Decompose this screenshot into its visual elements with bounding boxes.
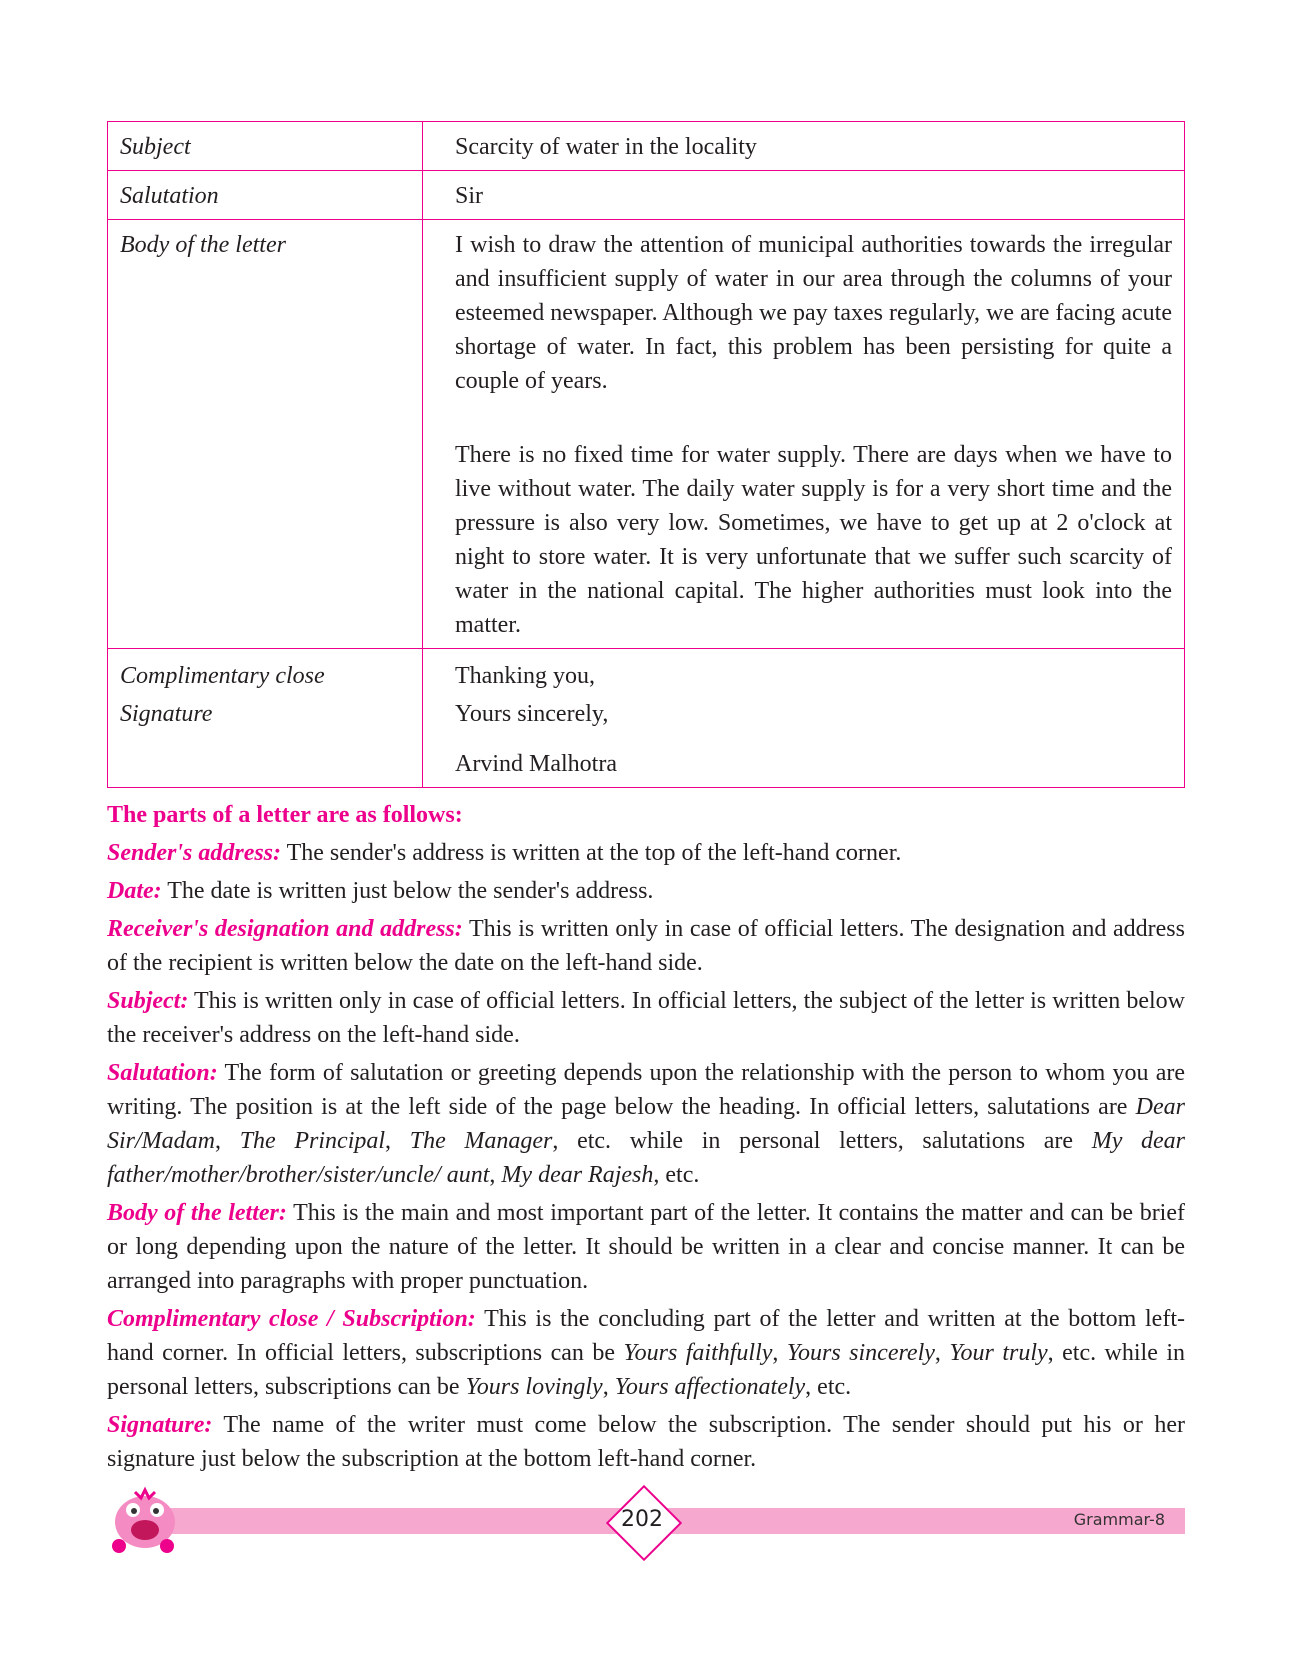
definition: This is written only in case of official letters. In official letters, the subject of the letter is written below the receiver's address on the left-hand side.	[107, 988, 1185, 1048]
table-row	[108, 122, 1185, 171]
text: , etc.	[653, 1162, 700, 1188]
example: Yours faithfully	[623, 1340, 773, 1366]
example: My dear father/mother/brother/sister/uncle/ aunt	[107, 1128, 1186, 1188]
example: My dear Rajesh	[501, 1162, 654, 1188]
example: The Manager	[409, 1128, 553, 1154]
part-salutation	[107, 1056, 1185, 1192]
part-close	[107, 1302, 1185, 1404]
text: ,	[489, 1162, 502, 1188]
part-subject	[107, 984, 1185, 1052]
close-value: Thanking you,	[455, 663, 595, 689]
row-label: Salutation	[108, 171, 423, 220]
term: Salutation:	[107, 1060, 218, 1086]
table-row	[108, 649, 1185, 788]
definition: This is the main and most important part of the letter. It contains the matter and can be brief or long depending upon the nature of the letter. It should be written in a clear and concise manner. It can be arranged into paragraphs with proper punctuation.	[107, 1200, 1185, 1294]
body-paragraph: I wish to draw the attention of municipal authorities towards the irregular and insufficient supply of water in our area through the columns of your esteemed newspaper. Although we pay taxes regularly, we are facing acute shortage of water. In fact, this problem has been persisting for quite a couple of years.	[455, 232, 1172, 394]
text: ,	[772, 1340, 787, 1366]
table-row	[108, 220, 1185, 649]
row-label: Body of the letter	[108, 220, 423, 649]
page-footer	[107, 1484, 1185, 1556]
book-title: Grammar-8	[1073, 1510, 1165, 1529]
term: Date:	[107, 878, 162, 904]
example: Your truly	[949, 1340, 1048, 1366]
row-value	[423, 649, 1185, 788]
page-number: 202	[621, 1507, 663, 1532]
text: ,	[385, 1128, 410, 1154]
part-signature	[107, 1408, 1185, 1476]
text: , etc. while in personal letters, salutations are	[552, 1128, 1092, 1154]
definition: This is written only in case of official letters. The designation and address of the recipient is written below the date on the left-hand side.	[107, 916, 1185, 976]
signature-value: Arvind Malhotra	[455, 751, 617, 777]
letter-parts-section	[107, 798, 1185, 1476]
term: Sender's address:	[107, 840, 282, 866]
part-date	[107, 874, 1185, 908]
definition: The date is written just below the sender's address.	[161, 878, 654, 904]
row-value: Scarcity of water in the locality	[423, 122, 1185, 171]
term: Complimentary close / Subscription:	[107, 1306, 476, 1332]
letter-format-table	[107, 121, 1185, 788]
text: , etc. while in personal letters, subscriptions can be	[107, 1340, 1186, 1400]
text: ,	[602, 1374, 615, 1400]
section-heading: The parts of a letter are as follows:	[107, 802, 463, 828]
text: , etc.	[805, 1374, 852, 1400]
part-body	[107, 1196, 1185, 1298]
table-row	[108, 171, 1185, 220]
signature-label: Signature	[120, 701, 213, 727]
text: ,	[934, 1340, 950, 1366]
row-value	[423, 220, 1185, 649]
body-paragraph: There is no fixed time for water supply. There are days when we have to live without water. The daily water supply is for a very short time and the pressure is also very low. Sometimes, we have to get up at 2 o'clock at night to store water. It is very unfortunate that we suffer such scarcity of water in the national capital. The higher authorities must look into the matter.	[455, 442, 1172, 638]
text: ,	[215, 1128, 240, 1154]
definition: The sender's address is written at the top of the left-hand corner.	[281, 840, 902, 866]
definition: The name of the writer must come below the subscription. The sender should put his or her signature just below the subscription at the bottom left-hand corner.	[107, 1412, 1185, 1472]
mascot-icon	[105, 1484, 185, 1554]
example: Yours affectionately	[614, 1374, 806, 1400]
term: Receiver's designation and address:	[107, 916, 463, 942]
example: The Principal	[239, 1128, 386, 1154]
row-label	[108, 649, 423, 788]
close-value: Yours sincerely,	[455, 701, 609, 727]
term: Subject:	[107, 988, 189, 1014]
close-label: Complimentary close	[120, 663, 325, 689]
row-label: Subject	[108, 122, 423, 171]
text: The form of salutation or greeting depends upon the relationship with the person to whom you are writing. The position is at the left side of the page below the heading. In official letters, salutations are	[107, 1060, 1185, 1120]
example: Yours lovingly	[465, 1374, 603, 1400]
example: Yours sincerely	[786, 1340, 935, 1366]
text: This is the concluding part of the letter and written at the bottom left-hand corner. In official letters, subscriptions can be	[107, 1306, 1185, 1366]
example: Dear Sir/Madam	[107, 1094, 1185, 1154]
part-sender	[107, 836, 1185, 870]
term: Body of the letter:	[107, 1200, 287, 1226]
term: Signature:	[107, 1412, 213, 1438]
part-receiver	[107, 912, 1185, 980]
row-value: Sir	[423, 171, 1185, 220]
